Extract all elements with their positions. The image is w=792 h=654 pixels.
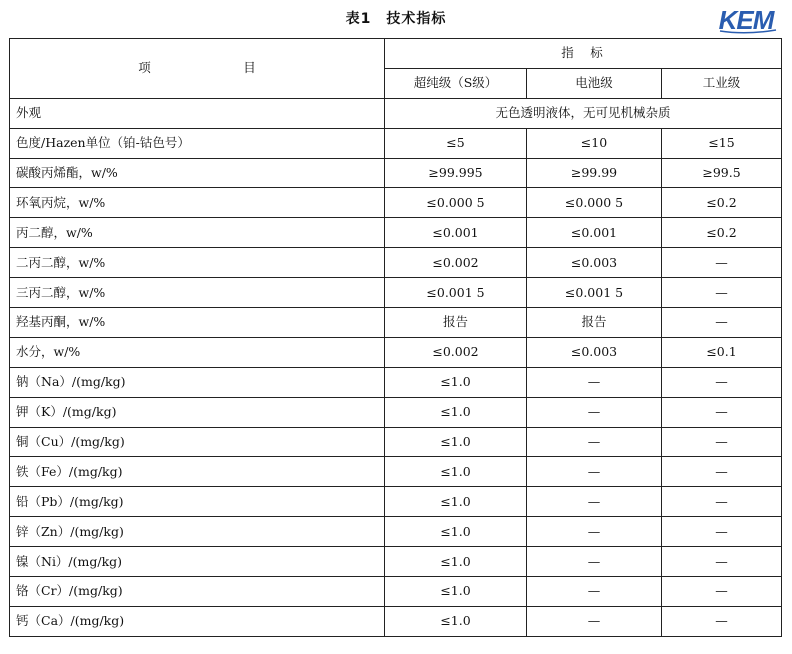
- row-value: —: [662, 457, 782, 487]
- row-value: —: [527, 427, 662, 457]
- row-label: 环氧丙烷，w/%: [10, 188, 385, 218]
- row-label: 钾（K）/(mg/kg): [10, 397, 385, 427]
- row-value: —: [662, 517, 782, 547]
- row-value: ≥99.99: [527, 158, 662, 188]
- row-value: ≤0.000 5: [527, 188, 662, 218]
- table-row: [10, 218, 782, 248]
- row-value: ≤10: [527, 128, 662, 158]
- row-label: 三丙二醇，w/%: [10, 278, 385, 308]
- row-label: 钙（Ca）/(mg/kg): [10, 606, 385, 636]
- row-label: 色度/Hazen单位（铂-钴色号）: [10, 128, 385, 158]
- row-value: ≤1.0: [385, 367, 527, 397]
- row-value: ≤1.0: [385, 547, 527, 577]
- row-value: ≥99.995: [385, 158, 527, 188]
- table-row-appearance: [10, 98, 782, 128]
- row-value: ≤1.0: [385, 517, 527, 547]
- table-title: 表1 技术指标: [345, 11, 447, 27]
- row-value: ≤0.002: [385, 248, 527, 278]
- row-value: —: [662, 278, 782, 308]
- item-header: 项 目: [10, 39, 385, 99]
- table-row: [10, 308, 782, 338]
- row-value: ≤0.000 5: [385, 188, 527, 218]
- row-label: 铜（Cu）/(mg/kg): [10, 427, 385, 457]
- table-row: [10, 188, 782, 218]
- table-row: [10, 158, 782, 188]
- table-row: [10, 457, 782, 487]
- row-label: 钠（Na）/(mg/kg): [10, 367, 385, 397]
- logo-text: KEM: [718, 5, 774, 35]
- table-row: [10, 278, 782, 308]
- row-value: ≤0.2: [662, 188, 782, 218]
- appearance-value: 无色透明液体，无可见机械杂质: [385, 98, 782, 128]
- row-value: ≤0.003: [527, 337, 662, 367]
- table-row: [10, 487, 782, 517]
- row-label: 镍（Ni）/(mg/kg): [10, 547, 385, 577]
- row-value: ≤5: [385, 128, 527, 158]
- row-value: —: [662, 606, 782, 636]
- row-value: 报告: [385, 308, 527, 338]
- row-value: ≤0.001: [385, 218, 527, 248]
- table-row: [10, 517, 782, 547]
- row-value: ≤0.003: [527, 248, 662, 278]
- row-label: 锌（Zn）/(mg/kg): [10, 517, 385, 547]
- row-label: 二丙二醇，w/%: [10, 248, 385, 278]
- row-value: ≥99.5: [662, 158, 782, 188]
- row-label: 羟基丙酮，w/%: [10, 308, 385, 338]
- row-value: —: [527, 367, 662, 397]
- row-label: 铅（Pb）/(mg/kg): [10, 487, 385, 517]
- row-label: 铬（Cr）/(mg/kg): [10, 577, 385, 607]
- row-value: ≤1.0: [385, 397, 527, 427]
- row-value: ≤0.001 5: [385, 278, 527, 308]
- row-label: 丙二醇，w/%: [10, 218, 385, 248]
- row-value: —: [527, 606, 662, 636]
- spec-table: [9, 38, 782, 637]
- indicator-header: 指 标: [385, 39, 782, 69]
- table-row: [10, 547, 782, 577]
- row-value: ≤0.001 5: [527, 278, 662, 308]
- grade-header-battery: 电池级: [527, 68, 662, 98]
- row-value: ≤0.2: [662, 218, 782, 248]
- table-row: [10, 128, 782, 158]
- row-value: ≤1.0: [385, 606, 527, 636]
- table-row: [10, 248, 782, 278]
- row-value: —: [527, 457, 662, 487]
- row-value: —: [662, 248, 782, 278]
- row-value: ≤0.001: [527, 218, 662, 248]
- grade-header-industrial: 工业级: [662, 68, 782, 98]
- kem-logo: [706, 4, 786, 36]
- row-label: 铁（Fe）/(mg/kg): [10, 457, 385, 487]
- table-row: [10, 606, 782, 636]
- row-value: —: [662, 577, 782, 607]
- row-value: ≤1.0: [385, 577, 527, 607]
- grade-header-ultrapure: 超纯级（S级）: [385, 68, 527, 98]
- table-row: [10, 337, 782, 367]
- row-label: 外观: [10, 98, 385, 128]
- row-value: —: [527, 577, 662, 607]
- row-value: ≤0.002: [385, 337, 527, 367]
- row-value: —: [527, 547, 662, 577]
- table-row: [10, 367, 782, 397]
- row-value: —: [527, 487, 662, 517]
- row-value: —: [662, 308, 782, 338]
- row-value: —: [662, 397, 782, 427]
- row-value: ≤1.0: [385, 487, 527, 517]
- row-label: 水分，w/%: [10, 337, 385, 367]
- header-row-group: [10, 39, 782, 69]
- row-label: 碳酸丙烯酯，w/%: [10, 158, 385, 188]
- row-value: ≤15: [662, 128, 782, 158]
- row-value: ≤0.1: [662, 337, 782, 367]
- row-value: —: [662, 487, 782, 517]
- row-value: —: [527, 517, 662, 547]
- row-value: —: [662, 367, 782, 397]
- row-value: —: [662, 427, 782, 457]
- table-row: [10, 577, 782, 607]
- row-value: 报告: [527, 308, 662, 338]
- row-value: —: [662, 547, 782, 577]
- row-value: ≤1.0: [385, 457, 527, 487]
- row-value: —: [527, 397, 662, 427]
- table-row: [10, 427, 782, 457]
- row-value: ≤1.0: [385, 427, 527, 457]
- table-row: [10, 397, 782, 427]
